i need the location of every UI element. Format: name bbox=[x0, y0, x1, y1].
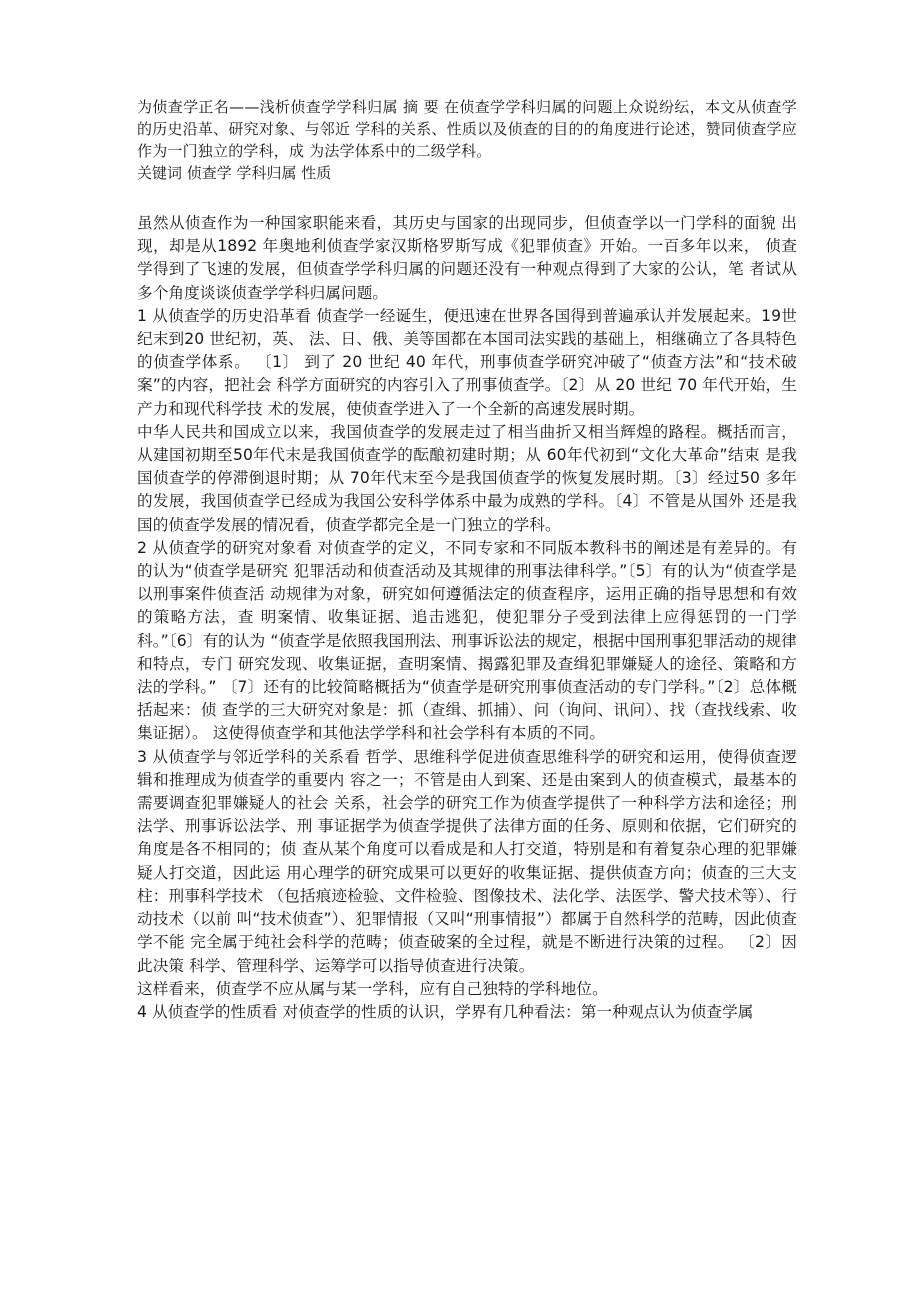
document-page bbox=[137, 96, 797, 1024]
adjacent-disciplines-section: 3 从侦查学与邻近学科的关系看 哲学、思维科学促进侦查思维科学的研究和运用，使得侦查逻辑和推理成为侦查学的重要内 容之一；不管是由人到案、还是由案到人的侦查模式，最基本的需要调查犯罪嫌疑人的社会 关系，社会学的研究工作为侦查学提供了一种科学方法和途径；刑法学、刑事诉讼法学、刑 事证据学为侦查学提供了法律方面的任务、原则和依据，它们研究的角度是各不相同的；侦 查从某个角度可以看成是和人打交道，特别是和有着复杂心理的犯罪嫌疑人打交道，因此运 用心理学的研究成果可以更好的收集证据、提供侦查方向；侦查的三大支柱：刑事科学技术 （包括痕迹检验、文件检验、图像技术、法化学、法医学、警犬技术等）、行动技术（以前 叫“技术侦查”）、犯罪情报（又叫“刑事情报”）都属于自然科学的范畴，因此侦查学不能 完全属于纯社会科学的范畴；侦查破案的全过程，就是不断进行决策的过程。 〔2〕因此决策 科学、管理科学、运筹学可以指导侦查进行决策。 bbox=[137, 747, 797, 975]
title-and-abstract: 为侦查学正名——浅析侦查学学科归属 摘 要 在侦查学学科归属的问题上众说纷纭，本文从侦查学的历史沿革、研究对象、与邻近 学科的关系、性质以及侦查的目的的角度进行论述，赞同侦查学应作为一门独立的学科，成 为法学体系中的二级学科。 bbox=[137, 98, 797, 160]
research-object-section: 2 从侦查学的研究对象看 对侦查学的定义，不同专家和不同版本教科书的阐述是有差异的。有的认为“侦查学是研究 犯罪活动和侦查活动及其规律的刑事法律科学。”〔5〕有的认为“侦查学是以刑事案件侦查活 动规律为对象，研究如何遵循法定的侦查程序，运用正确的指导思想和有效的策略方法，查 明案情、收集证据、追击逃犯，使犯罪分子受到法律上应得惩罚的一门学科。”〔6〕有的认为 “侦查学是依照我国刑法、刑事诉讼法的规定，根据中国刑事犯罪活动的规律和特点，专门 研究发现、收集证据，查明案情、揭露犯罪及查缉犯罪嫌疑人的途径、策略和方法的学科。” 〔7〕还有的比较简略概括为“侦查学是研究刑事侦查活动的专门学科。”〔2〕总体概括起来：侦 查学的三大研究对象是：抓（查缉、抓捕）、问（询问、讯问）、找（查找线索、收集证据）。 这使得侦查学和其他法学学科和社会学科有本质的不同。 bbox=[137, 538, 797, 743]
nature-section: 4 从侦查学的性质看 对侦查学的性质的认识，学界有几种看法：第一种观点认为侦查学属 bbox=[137, 1002, 754, 1021]
section-spacer bbox=[137, 184, 797, 212]
keywords-line: 关键词 侦查学 学科归属 性质 bbox=[137, 164, 332, 182]
china-history-paragraph: 中华人民共和国成立以来，我国侦查学的发展走过了相当曲折又相当辉煌的路程。概括而言， 从建国初期至50年代末是我国侦查学的酝酿初建时期；从 60年代初到“文化大革命”结束 是我国侦查学的停滞倒退时期；从 70年代末至今是我国侦查学的恢复发展时期。〔3〕经过50 多年的发展，我国侦查学已经成为我国公安科学体系中最为成熟的学科。〔4〕不管是从国外 还是我国的侦查学发展的情况看，侦查学都完全是一门独立的学科。 bbox=[137, 422, 797, 534]
intro-paragraph: 虽然从侦查作为一种国家职能来看，其历史与国家的出现同步，但侦查学以一门学科的面貌 出现，却是从1892 年奥地利侦查学家汉斯格罗斯写成《犯罪侦查》开始。一百多年以来， 侦查学得到了飞速的发展，但侦查学学科归属的问题还没有一种观点得到了大家的公认，笔 者试从多个角度谈谈侦查学学科归属问题。 bbox=[137, 214, 797, 302]
history-section: 1 从侦查学的历史沿革看 侦查学一经诞生，便迅速在世界各国得到普遍承认并发展起来。19世纪末到20 世纪初，英、 法、日、俄、美等国都在本国司法实践的基础上，相继确立了各具特色的侦查学体系。 〔1〕 到了 20 世纪 40 年代，刑事侦查学研究冲破了“侦查方法”和“技术破案”的内容，把社会 科学方面研究的内容引入了刑事侦查学。〔2〕从 20 世纪 70 年代开始，生产力和现代科学技 术的发展，使侦查学进入了一个全新的高速发展时期。 bbox=[137, 306, 797, 418]
conclusion-paragraph: 这样看来，侦查学不应从属与某一学科，应有自己独特的学科地位。 bbox=[137, 979, 608, 998]
